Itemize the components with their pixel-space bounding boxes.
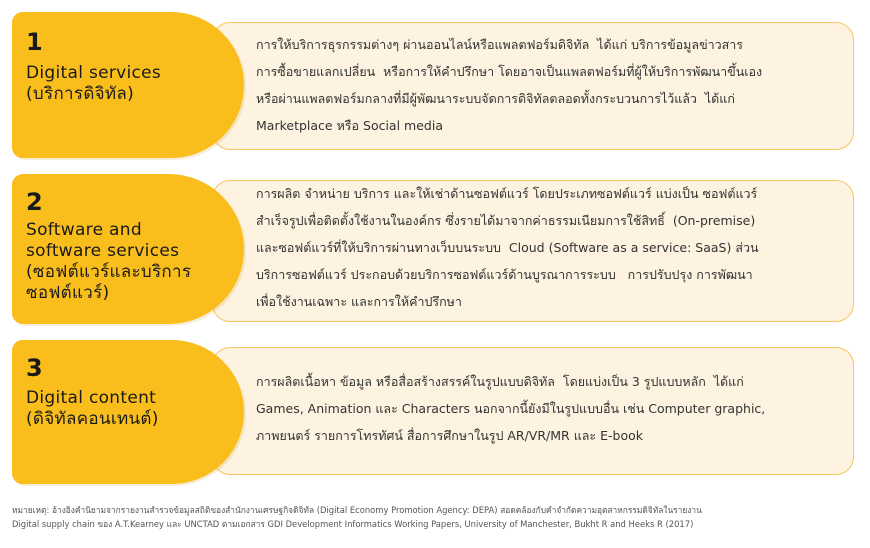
card-3-title: Digital content (ดิจิทัลคอนเทนต์) (26, 388, 159, 429)
card-3-number: 3 (26, 354, 43, 382)
footnote: หมายเหตุ: อ้างอิงคำนิยามจากรายงานสำรวจข้อมูลสถิติของสำนักงานเศรษฐกิจดิจิทัล (Digital Economy Promotion Agency: DEPA) สอดคล้องกับคำจำกัดความอุตสาหกรรมดิจิทัลในรายงาน Digital supply chain ของ A.T.Kearney และ UNCTAD ตามเอกสาร GDI Development Informatics Working Papers, University of Manchester, Bukht R and Heeks R (2017) (12, 505, 702, 529)
card-1-number: 1 (26, 28, 43, 56)
card-3-description: การผลิตเนื้อหา ข้อมูล หรือสื่อสร้างสรรค์ในรูปแบบดิจิทัล โดยแบ่งเป็น 3 รูปแบบหลัก ได้แก่ Games, Animation และ Characters นอกจากนี้ยังมีในรูปแบบอื่น เช่น Computer graphic, ภาพยนตร์ รายการโทรทัศน์ สื่อการศึกษาในรูป AR/VR/MR และ E-book (256, 374, 766, 443)
card-2-number: 2 (26, 188, 43, 216)
card-1-title: Digital services (บริการดิจิทัล) (26, 63, 162, 104)
card-2-title: Software and software services (ซอฟต์แวร์และบริการ ซอฟต์แวร์) (26, 220, 192, 303)
card-2-description: การผลิต จำหน่าย บริการ และให้เช่าด้านซอฟต์แวร์ โดยประเภทซอฟต์แวร์ แบ่งเป็น ซอฟต์แวร์ สำเร็จรูปเพื่อติดตั้งใช้งานในองค์กร ซึ่งรายได้มาจากค่าธรรมเนียมการใช้สิทธิ์ (On-premise) และซอฟต์แวร์ที่ให้บริการผ่านทางเว็บบนระบบ Cloud (Software as a service: SaaS) ส่วน บริการซอฟต์แวร์ ประกอบด้วยบริการซอฟต์แวร์ด้านบูรณาการระบบ การปรับปรุง การพัฒนา เพื่อใช้งานเฉพาะ และการให้คำปรึกษา (256, 186, 759, 309)
card-1-description: การให้บริการธุรกรรมต่างๆ ผ่านออนไลน์หรือแพลตฟอร์มดิจิทัล ได้แก่ บริการข้อมูลข่าวสาร การซื้อขายแลกเปลี่ยน หรือการให้คำปรึกษา โดยอาจเป็นแพลตฟอร์มที่ผู้ให้บริการพัฒนาขึ้นเอง หรือผ่านแพลตฟอร์มกลางที่มีผู้พัฒนาระบบจัดการดิจิทัลตลอดทั้งกระบวนการไว้แล้ว ได้แก่ Marketplace หรือ Social media (256, 37, 763, 133)
